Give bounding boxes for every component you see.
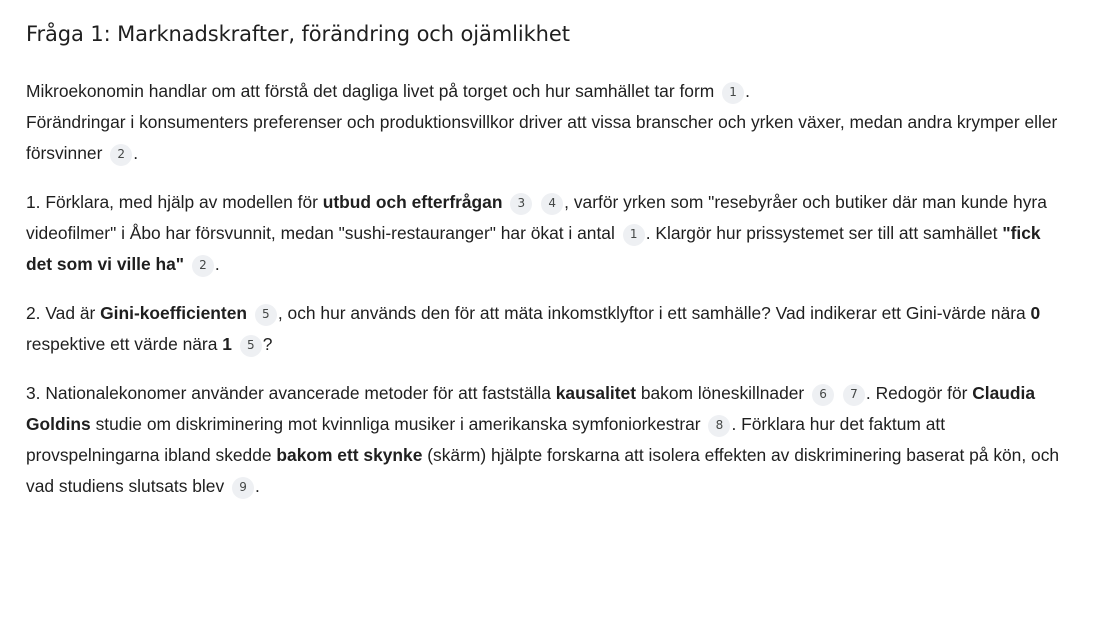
q2-text-2: , och hur används den för att mäta inkomstklyftor i ett samhälle? Vad indikerar ett Gini-värde nära <box>277 303 1026 323</box>
citation-chip[interactable]: 1 <box>722 82 744 104</box>
q2-text-1: 2. Vad är <box>26 303 96 323</box>
citation-chip[interactable]: 2 <box>192 255 214 277</box>
intro-paragraph <box>26 76 1066 169</box>
q3-text-1: 3. Nationalekonomer använder avancerade metoder för att fastställa <box>26 383 551 403</box>
q3-bold-screen: bakom ett skynke <box>276 445 423 465</box>
citation-chip[interactable]: 2 <box>110 144 132 166</box>
citation-chip[interactable]: 3 <box>510 193 532 215</box>
q1-text-1: 1. Förklara, med hjälp av modellen för <box>26 192 318 212</box>
q1-bold-quote: "fick det som vi ville ha" <box>26 223 1041 274</box>
citation-chip[interactable]: 4 <box>541 193 563 215</box>
q2-bold-one: 1 <box>222 334 232 354</box>
intro-text-3: Förändringar i konsumenters preferenser och produktionsvillkor driver att vissa branscher och yrken växer, medan andra krymper eller försvinner <box>26 112 1058 163</box>
q3-bold-causality: kausalitet <box>555 383 636 403</box>
q3-text-4: studie om diskriminering mot kvinnliga musiker i amerikanska symfoniorkestrar <box>95 414 701 434</box>
question-1-paragraph <box>26 187 1066 280</box>
question-3-paragraph <box>26 378 1066 502</box>
q1-text-4: . <box>214 254 220 274</box>
intro-text-2: . <box>745 81 750 101</box>
q1-bold-supply-demand: utbud och efterfrågan <box>322 192 503 212</box>
q1-text-3: . Klargör hur prissystemet ser till att samhället <box>645 223 998 243</box>
citation-chip[interactable]: 7 <box>843 384 865 406</box>
q2-text-4: ? <box>262 334 273 354</box>
q2-bold-zero: 0 <box>1030 303 1041 323</box>
intro-text-4: . <box>133 143 139 163</box>
q2-text-3: respektive ett värde nära <box>26 334 218 354</box>
question-title: Fråga 1: Marknadskrafter, förändring och ojämlikhet <box>26 22 570 46</box>
q3-text-3: . Redogör för <box>865 383 968 403</box>
q3-bold-goldin: Claudia Goldins <box>26 383 1036 434</box>
q3-text-6: (skärm) hjälpte forskarna att isolera effekten av diskriminering baserat på kön, och vad studiens slutsats blev <box>26 445 1060 496</box>
citation-chip[interactable]: 8 <box>708 415 730 437</box>
q1-text-2: , varför yrken som "resebyråer och butiker där man kunde hyra videofilmer" i Åbo har försvunnit, medan "sushi-restauranger" har ökat i antal <box>26 192 1047 243</box>
citation-chip[interactable]: 9 <box>232 477 254 499</box>
q3-text-5: . Förklara hur det faktum att provspelningarna ibland skedde <box>26 414 946 465</box>
question-2-paragraph <box>26 298 1066 360</box>
q3-text-2: bakom löneskillnader <box>640 383 805 403</box>
citation-chip[interactable]: 6 <box>812 384 834 406</box>
q3-text-7: . <box>255 476 260 496</box>
q2-bold-gini: Gini-koefficienten <box>100 303 248 323</box>
citation-chip[interactable]: 5 <box>255 304 277 326</box>
citation-chip[interactable]: 1 <box>623 224 645 246</box>
intro-text-1: Mikroekonomin handlar om att förstå det dagliga livet på torget och hur samhället tar form <box>26 81 715 101</box>
citation-chip[interactable]: 5 <box>240 335 262 357</box>
